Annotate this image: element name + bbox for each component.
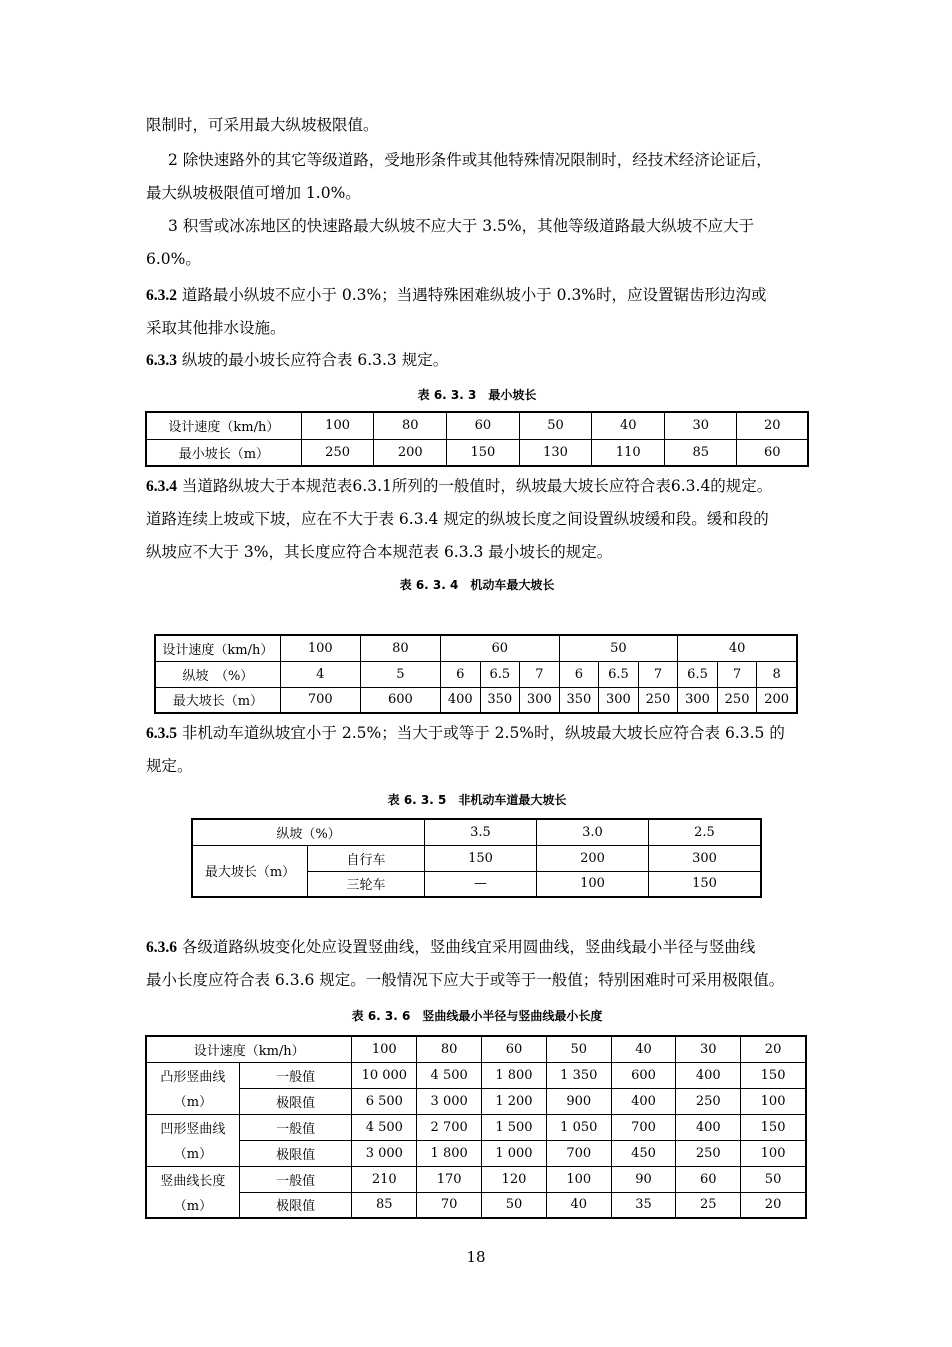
paragraph: 道路连续上坡或下坡，应在不大于表 6.3.4 规定的纵坡长度之间设置纵坡缓和段。缓和段的 <box>146 510 769 528</box>
table-caption: 表 6. 3. 5 非机动车道最大坡长 <box>387 793 567 807</box>
table-cell: 一般值 <box>239 1114 352 1140</box>
table-caption: 表 6. 3. 6 竖曲线最小半径与竖曲线最小长度 <box>351 1009 603 1023</box>
paragraph: 最小长度应符合表 6.3.6 规定。一般情况下应大于或等于一般值；特别困难时可采用极限值。 <box>146 971 785 989</box>
table-cell: 4 500 <box>417 1062 482 1088</box>
table-cell: 40 <box>546 1192 611 1218</box>
table-cell: （m） <box>146 1088 239 1114</box>
table-cell: 40 <box>592 412 665 439</box>
table-row <box>155 661 797 687</box>
table-row <box>146 1140 806 1166</box>
table-cell: 最大坡长（m） <box>192 845 308 897</box>
table-cell: 10 000 <box>352 1062 417 1088</box>
table-cell: 4 <box>280 661 360 687</box>
table-cell: 20 <box>741 1036 806 1062</box>
table-cell: 25 <box>676 1192 741 1218</box>
table-6-3-5 <box>191 818 762 898</box>
table-cell: 80 <box>417 1036 482 1062</box>
paragraph: 限制时，可采用最大纵坡极限值。 <box>146 116 379 134</box>
table-cell: 300 <box>599 687 639 713</box>
table-cell: 350 <box>559 687 599 713</box>
table-cell: 6 <box>559 661 599 687</box>
table-cell: 50 <box>741 1166 806 1192</box>
table-cell: 纵坡 （%） <box>155 661 280 687</box>
table-cell: 100 <box>741 1088 806 1114</box>
table-cell: 三轮车 <box>308 871 425 897</box>
table-row <box>146 1114 806 1140</box>
table-cell: 150 <box>741 1062 806 1088</box>
clause-6-3-3: 6.3.3 纵坡的最小坡长应符合表 6.3.3 规定。 <box>146 351 449 369</box>
table-cell: 400 <box>676 1062 741 1088</box>
table-cell: 200 <box>374 439 447 466</box>
table-cell: 35 <box>611 1192 676 1218</box>
table-cell: 150 <box>425 845 537 871</box>
table-row <box>155 687 797 713</box>
paragraph: 纵坡应不大于 3%，其长度应符合本规范表 6.3.3 最小坡长的规定。 <box>146 543 613 561</box>
table-cell: 200 <box>537 845 649 871</box>
table-cell: 6.5 <box>599 661 639 687</box>
table-6-3-4 <box>154 634 798 714</box>
table-cell: 300 <box>649 845 762 871</box>
clause-6-3-5: 6.3.5 非机动车道纵坡宜小于 2.5%；当大于或等于 2.5%时，纵坡最大坡长应符合表 6.3.5 的 <box>146 724 785 742</box>
table-row <box>146 439 808 466</box>
table-cell: 250 <box>676 1140 741 1166</box>
table-cell: 400 <box>676 1114 741 1140</box>
paragraph: 3 积雪或冰冻地区的快速路最大纵坡不应大于 3.5%，其他等级道路最大纵坡不应大于 <box>168 217 755 235</box>
table-cell: 150 <box>447 439 520 466</box>
table-cell: 2.5 <box>649 819 762 845</box>
paragraph: 最大纵坡极限值可增加 1.0%。 <box>146 184 361 202</box>
table-row <box>146 1166 806 1192</box>
table-cell: 700 <box>611 1114 676 1140</box>
table-cell: 300 <box>678 687 718 713</box>
table-cell: 极限值 <box>239 1192 352 1218</box>
table-cell: 100 <box>546 1166 611 1192</box>
table-cell: 6.5 <box>480 661 520 687</box>
table-cell: 1 800 <box>482 1062 547 1088</box>
table-cell: 8 <box>757 661 797 687</box>
clause-6-3-6: 6.3.6 各级道路纵坡变化处应设置竖曲线，竖曲线宜采用圆曲线，竖曲线最小半径与竖曲线 <box>146 938 756 956</box>
table-cell: 1 050 <box>546 1114 611 1140</box>
table-cell: 85 <box>352 1192 417 1218</box>
clause-6-3-2: 6.3.2 道路最小纵坡不应小于 0.3%；当遇特殊困难纵坡小于 0.3%时，应设置锯齿形边沟或 <box>146 286 767 304</box>
table-cell: 6 <box>440 661 480 687</box>
table-cell: 700 <box>546 1140 611 1166</box>
table-cell: 设计速度（km/h） <box>146 1036 352 1062</box>
table-cell: 竖曲线长度 <box>146 1166 239 1192</box>
table-cell: 40 <box>611 1036 676 1062</box>
table-cell: 30 <box>665 412 737 439</box>
table-cell: 自行车 <box>308 845 425 871</box>
table-cell: 50 <box>546 1036 611 1062</box>
paragraph: 规定。 <box>146 757 193 775</box>
table-cell: 250 <box>676 1088 741 1114</box>
table-cell: 一般值 <box>239 1166 352 1192</box>
table-cell: 20 <box>741 1192 806 1218</box>
table-cell: 1 200 <box>482 1088 547 1114</box>
table-cell: 40 <box>678 635 797 661</box>
table-cell: 900 <box>546 1088 611 1114</box>
table-cell: — <box>425 871 537 897</box>
table-cell: 60 <box>482 1036 547 1062</box>
clause-6-3-4: 6.3.4 当道路纵坡大于本规范表6.3.1所列的一般值时，纵坡最大坡长应符合表6.3.4的规定。 <box>146 477 773 495</box>
table-cell: 凸形竖曲线 <box>146 1062 239 1088</box>
table-cell: 2 700 <box>417 1114 482 1140</box>
table-cell: 1 000 <box>482 1140 547 1166</box>
table-cell: 最大坡长（m） <box>155 687 280 713</box>
table-row <box>155 635 797 661</box>
table-6-3-6 <box>145 1035 807 1219</box>
table-cell: 50 <box>482 1192 547 1218</box>
table-cell: 130 <box>519 439 592 466</box>
table-cell: 80 <box>360 635 440 661</box>
table-cell: 一般值 <box>239 1062 352 1088</box>
table-cell: 6 500 <box>352 1088 417 1114</box>
table-cell: 100 <box>741 1140 806 1166</box>
table-cell: 极限值 <box>239 1088 352 1114</box>
table-cell: 400 <box>611 1088 676 1114</box>
table-cell: 60 <box>737 439 808 466</box>
table-cell: 设计速度（km/h） <box>155 635 280 661</box>
table-cell: 60 <box>447 412 520 439</box>
table-row <box>146 1036 806 1062</box>
table-cell: 7 <box>520 661 560 687</box>
table-cell: 最小坡长（m） <box>146 439 301 466</box>
table-cell: 210 <box>352 1166 417 1192</box>
table-cell: 100 <box>301 412 374 439</box>
table-cell: 150 <box>741 1114 806 1140</box>
table-cell: 6.5 <box>678 661 718 687</box>
table-row <box>146 1088 806 1114</box>
table-cell: 450 <box>611 1140 676 1166</box>
table-cell: 7 <box>717 661 757 687</box>
table-cell: 3.0 <box>537 819 649 845</box>
table-cell: 120 <box>482 1166 547 1192</box>
table-cell: 250 <box>638 687 678 713</box>
paragraph: 6.0%。 <box>146 250 201 268</box>
table-cell: 4 500 <box>352 1114 417 1140</box>
table-cell: （m） <box>146 1140 239 1166</box>
table-cell: 极限值 <box>239 1140 352 1166</box>
table-row <box>146 412 808 439</box>
table-cell: 85 <box>665 439 737 466</box>
table-cell: 70 <box>417 1192 482 1218</box>
table-cell: 20 <box>737 412 808 439</box>
table-cell: 3 000 <box>417 1088 482 1114</box>
table-cell: 110 <box>592 439 665 466</box>
table-cell: 60 <box>440 635 559 661</box>
table-cell: 700 <box>280 687 360 713</box>
table-cell: 350 <box>480 687 520 713</box>
table-row <box>146 1192 806 1218</box>
table-row <box>146 1062 806 1088</box>
table-cell: 3 000 <box>352 1140 417 1166</box>
table-cell: 3.5 <box>425 819 537 845</box>
table-cell: 150 <box>649 871 762 897</box>
table-cell: 5 <box>360 661 440 687</box>
table-cell: 50 <box>519 412 592 439</box>
paragraph: 采取其他排水设施。 <box>146 319 286 337</box>
table-cell: 30 <box>676 1036 741 1062</box>
table-cell: 300 <box>520 687 560 713</box>
table-cell: 60 <box>676 1166 741 1192</box>
table-caption: 表 6. 3. 4 机动车最大坡长 <box>399 578 555 592</box>
table-cell: 50 <box>559 635 678 661</box>
table-cell: 100 <box>352 1036 417 1062</box>
table-cell: 100 <box>537 871 649 897</box>
table-cell: 170 <box>417 1166 482 1192</box>
table-cell: 7 <box>638 661 678 687</box>
table-cell: 90 <box>611 1166 676 1192</box>
table-row <box>192 845 761 871</box>
table-cell: 1 500 <box>482 1114 547 1140</box>
table-cell: 1 350 <box>546 1062 611 1088</box>
paragraph: 2 除快速路外的其它等级道路，受地形条件或其他特殊情况限制时，经技术经济论证后， <box>168 151 772 169</box>
page-number: 18 <box>466 1248 486 1266</box>
table-cell: 纵坡（%） <box>192 819 425 845</box>
table-row <box>192 819 761 845</box>
table-cell: （m） <box>146 1192 239 1218</box>
table-cell: 凹形竖曲线 <box>146 1114 239 1140</box>
table-cell: 200 <box>757 687 797 713</box>
table-6-3-3 <box>145 411 809 467</box>
table-caption: 表 6. 3. 3 最小坡长 <box>417 388 537 402</box>
table-cell: 80 <box>374 412 447 439</box>
table-cell: 250 <box>717 687 757 713</box>
table-cell: 设计速度（km/h） <box>146 412 301 439</box>
table-cell: 250 <box>301 439 374 466</box>
table-cell: 1 800 <box>417 1140 482 1166</box>
table-cell: 600 <box>611 1062 676 1088</box>
table-cell: 100 <box>280 635 360 661</box>
table-cell: 400 <box>440 687 480 713</box>
table-cell: 600 <box>360 687 440 713</box>
